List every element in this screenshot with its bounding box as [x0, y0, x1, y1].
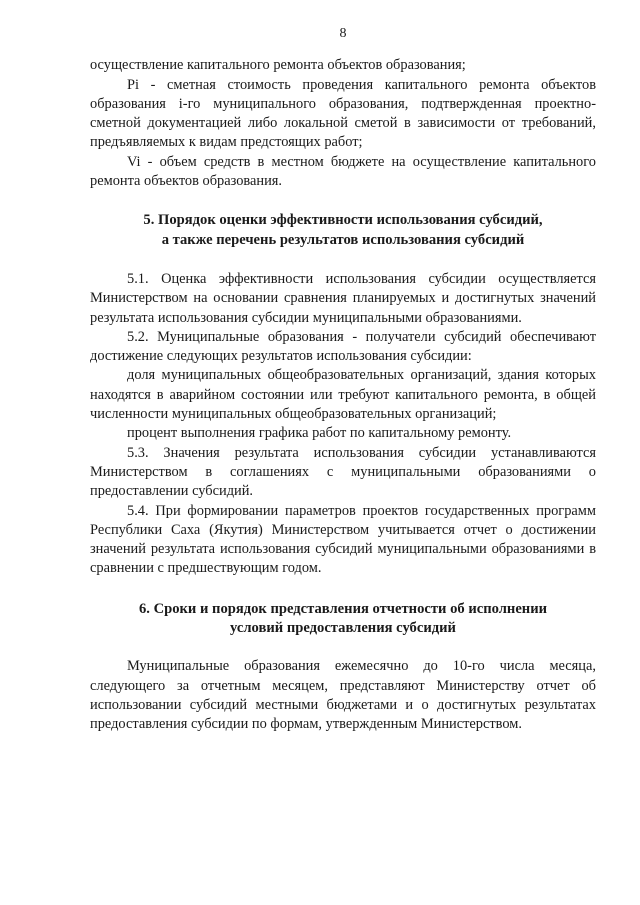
page-number: 8 — [339, 26, 347, 41]
intro-paragraph-1: осуществление капитального ремонта объектов образования; — [90, 57, 466, 74]
section-6-paragraph-1: Муниципальные образования ежемесячно до 10-го числа месяца, следующего за отчетным месяцем, представляют Министерству отчет об использовании субсидий местными бюджетами и о достигнутых результатах предоставления субсидии по формам, утвержденным Министерством. — [90, 658, 596, 733]
intro-paragraph-2: Pi - сметная стоимость проведения капитального ремонта объектов образования i-го муниципального образования, подтвержденная проектно-сметной документацией либо локальной сметой в зависимости от требований, предъявляемых к видам предстоящих работ; — [90, 76, 596, 151]
section-5-paragraph-4: процент выполнения графика работ по капитальному ремонту. — [127, 425, 512, 442]
section-5-heading-line-1: 5. Порядок оценки эффективности использования субсидий, — [143, 212, 543, 229]
section-6-heading-line-2: условий предоставления субсидий — [230, 620, 456, 637]
section-6-heading-line-1: 6. Сроки и порядок представления отчетности об исполнении — [138, 600, 548, 617]
section-5-paragraph-1: 5.1. Оценка эффективности использования субсидии осуществляется Министерством на основании сравнения планируемых и достигнутых значений результата использования субсидии муниципальными образованиями. — [90, 270, 596, 326]
intro-paragraph-3: Vi - объем средств в местном бюджете на осуществление капитального ремонта объектов образования. — [90, 153, 596, 190]
section-5-paragraph-2: 5.2. Муниципальные образования - получатели субсидий обеспечивают достижение следующих результатов использования субсидии: — [90, 328, 596, 365]
section-5-paragraph-5: 5.3. Значения результата использования субсидии устанавливаются Министерством в соглашениях с муниципальными образованиями о предоставлении субсидий. — [90, 444, 596, 500]
section-5-heading — [90, 211, 596, 250]
section-5-paragraph-3: доля муниципальных общеобразовательных организаций, здания которых находятся в аварийном состоянии или требуют капитального ремонта, в общей численности муниципальных общеобразовательных организаций; — [90, 367, 596, 423]
section-6-heading — [90, 600, 596, 639]
section-5-heading-line-2: а также перечень результатов использования субсидий — [161, 231, 525, 248]
document-page — [90, 24, 596, 735]
section-5-paragraph-6: 5.4. При формировании параметров проектов государственных программ Республики Саха (Якутия) Министерством учитывается отчет о достижении значений результата использования субсидий муниципальными образованиями в сравнении с предшествующим годом. — [90, 502, 596, 577]
